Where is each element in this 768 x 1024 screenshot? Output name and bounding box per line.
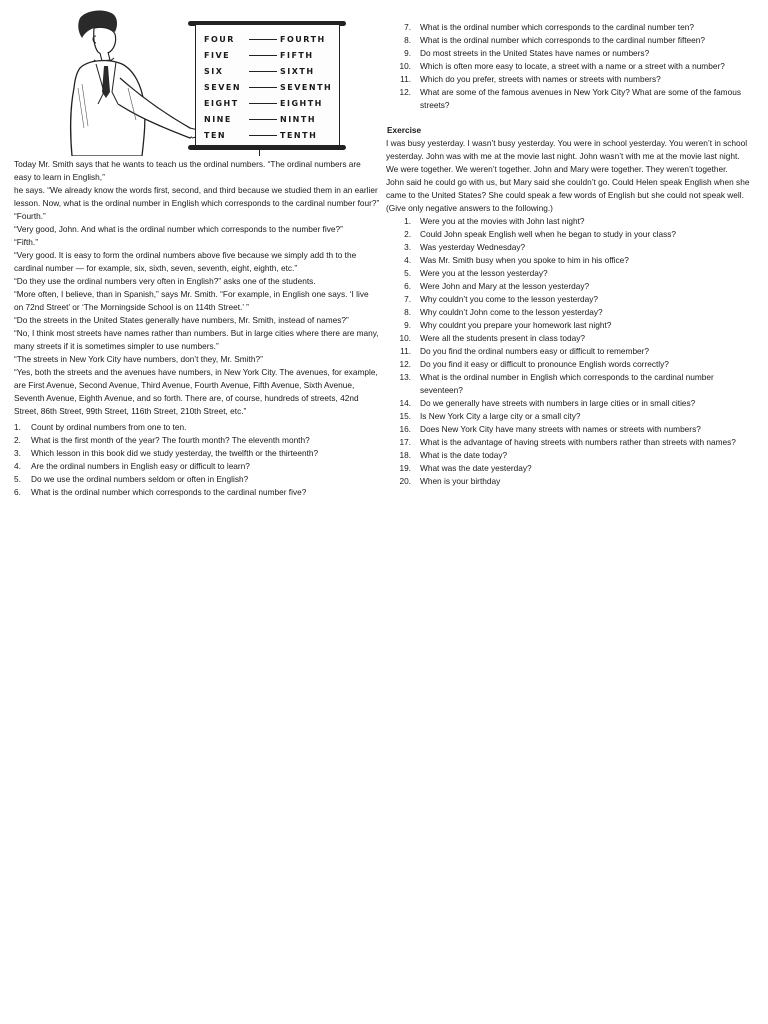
chart-cardinal: FOUR (204, 35, 235, 44)
list-item (386, 228, 750, 241)
question-number: 5. (14, 474, 21, 484)
question-text: What is the date today? (420, 450, 508, 460)
chart-ordinal: FIFTH (280, 51, 314, 60)
chart-cardinal: SEVEN (204, 83, 242, 92)
question-text: Which lesson in this book did we study yesterday, the twelfth or the thirteenth? (31, 448, 319, 458)
ordinal-chart-board (195, 24, 340, 148)
list-item (386, 410, 750, 423)
question-text: Do you find it easy or difficult to pronounce English words correctly? (420, 359, 669, 369)
question-number: 11. (400, 346, 411, 356)
right-column (386, 21, 750, 488)
question-text: Was Mr. Smith busy when you spoke to him in his office? (420, 255, 629, 265)
question-text: What is the ordinal number which corresponds to the cardinal number ten? (420, 22, 694, 32)
list-item (386, 436, 750, 449)
question-number: 13. (399, 372, 411, 382)
chart-row (204, 97, 334, 109)
list-item (386, 34, 750, 47)
exercise-instruction: (Give only negative answers to the following.) (386, 203, 553, 213)
question-number: 9. (404, 320, 411, 330)
question-text: Were John and Mary at the lesson yesterday? (420, 281, 590, 291)
chart-cardinal: NINE (204, 115, 232, 124)
question-number: 17. (399, 437, 411, 447)
question-text: What is the ordinal number which corresponds to the cardinal number fifteen? (420, 35, 706, 45)
list-item (386, 449, 750, 462)
chart-row (204, 65, 334, 77)
chart-dash (249, 39, 277, 40)
question-text: Count by ordinal numbers from one to ten. (31, 422, 187, 432)
illustration-teacher-chart (58, 8, 364, 156)
question-text: When is your birthday (420, 476, 501, 486)
list-item (14, 447, 380, 460)
question-text: Were you at the lesson yesterday? (420, 268, 548, 278)
chart-row (204, 33, 334, 45)
chart-cardinal: SIX (204, 67, 224, 76)
chart-row (204, 113, 334, 125)
chart-bottom-roller (188, 145, 346, 150)
question-text: Why couldn’t you come to the lesson yesterday? (420, 294, 599, 304)
question-number: 8. (404, 307, 411, 317)
list-item (386, 397, 750, 410)
chart-pull-cord (259, 149, 260, 156)
question-number: 2. (404, 229, 411, 239)
chart-row (204, 129, 334, 141)
question-number: 14. (399, 398, 411, 408)
question-number: 3. (404, 242, 411, 252)
chart-ordinal: EIGHTH (280, 99, 323, 108)
question-list (14, 421, 380, 499)
question-text: Are the ordinal numbers in English easy or difficult to learn? (31, 461, 250, 471)
list-item (386, 306, 750, 319)
list-item (386, 267, 750, 280)
chart-ordinal: SIXTH (280, 67, 315, 76)
question-text: Do we use the ordinal numbers seldom or often in English? (31, 474, 249, 484)
question-list (386, 21, 750, 112)
lesson-paragraph: “Do the streets in the United States generally have numbers, Mr. Smith, instead of names?” (14, 315, 349, 325)
exercise-paragraph: I was busy yesterday. I wasn’t busy yesterday. You were in school yesterday. You weren’t in school yesterday. John was with me at the movie last night. John wasn’t with me at the movie last night. We were together. We weren’t together. John and Mary were together. They weren’t together. (386, 138, 748, 174)
question-number: 10. (399, 61, 411, 71)
question-text: Was yesterday Wednesday? (420, 242, 526, 252)
chart-dash (249, 135, 277, 136)
question-text: Do you find the ordinal numbers easy or difficult to remember? (420, 346, 650, 356)
question-text: What was the date yesterday? (420, 463, 532, 473)
question-number: 7. (404, 22, 411, 32)
question-text: What is the ordinal number which corresponds to the cardinal number five? (31, 487, 307, 497)
chart-dash (249, 71, 277, 72)
list-item (386, 241, 750, 254)
question-number: 6. (404, 281, 411, 291)
lesson-paragraph: “Fourth.” (14, 211, 46, 221)
list-item (14, 434, 380, 447)
question-text: What is the ordinal number in English which corresponds to the cardinal number seventeen? (420, 372, 714, 395)
question-number: 20. (399, 476, 411, 486)
question-text: What is the advantage of having streets with numbers rather than streets with names? (420, 437, 736, 447)
list-item (14, 473, 380, 486)
lesson-paragraph: “Very good, John. And what is the ordinal number which corresponds to the number five?” (14, 224, 343, 234)
question-number: 7. (404, 294, 411, 304)
lesson-paragraph: “Very good. It is easy to form the ordinal numbers above five because we simply add th to the cardinal number — for example, six, sixth, seven, seventh, eight, eighth, etc.” (14, 250, 357, 273)
list-item (386, 280, 750, 293)
lesson-paragraph: he says. “We already know the words first, second, and third because we studied them in an earlier lesson. Now, what is the ordinal number in English which corresponds to the cardinal number four?” (14, 185, 380, 208)
lesson-paragraph: “The streets in New York City have numbers, don’t they, Mr. Smith?” (14, 354, 263, 364)
question-number: 12. (399, 359, 411, 369)
list-item (386, 86, 750, 112)
list-item (14, 421, 380, 434)
list-item (386, 371, 750, 397)
chart-ordinal: NINTH (280, 115, 317, 124)
list-item (386, 293, 750, 306)
list-item (386, 60, 750, 73)
list-item (386, 254, 750, 267)
chart-dash (249, 103, 277, 104)
list-item (386, 358, 750, 371)
question-number: 15. (399, 411, 411, 421)
question-text: Why couldnt you prepare your homework last night? (420, 320, 612, 330)
question-text: Do we generally have streets with numbers in large cities or in small cities? (420, 398, 696, 408)
question-number: 5. (404, 268, 411, 278)
question-text: Why couldn’t John come to the lesson yesterday? (420, 307, 603, 317)
exercise-heading: Exercise (387, 125, 422, 135)
question-number: 1. (404, 216, 411, 226)
chart-ordinal: TENTH (280, 131, 318, 140)
question-text: Which do you prefer, streets with names or streets with numbers? (420, 74, 661, 84)
question-number: 6. (14, 487, 21, 497)
list-item (386, 47, 750, 60)
question-text: Does New York City have many streets with names or streets with numbers? (420, 424, 701, 434)
list-item (14, 486, 380, 499)
list-item (14, 460, 380, 473)
list-item (386, 215, 750, 228)
question-number: 2. (14, 435, 21, 445)
list-item (386, 319, 750, 332)
question-number: 10. (399, 333, 411, 343)
chart-ordinal: FOURTH (280, 35, 326, 44)
lesson-paragraph: Today Mr. Smith says that he wants to teach us the ordinal numbers. “The ordinal numbers are easy to learn in English,” (14, 159, 361, 182)
list-item (386, 345, 750, 358)
question-number: 4. (404, 255, 411, 265)
list-item (386, 475, 750, 488)
exercise-text (386, 137, 750, 215)
exercise-question-list (386, 215, 750, 488)
chart-dash (249, 87, 277, 88)
question-number: 4. (14, 461, 21, 471)
chart-row (204, 49, 334, 61)
chart-dash (249, 55, 277, 56)
question-number: 8. (404, 35, 411, 45)
question-text: Were all the students present in class today? (420, 333, 585, 343)
question-number: 12. (399, 87, 411, 97)
chart-cardinal: TEN (204, 131, 227, 140)
chart-cardinal: FIVE (204, 51, 231, 60)
chart-cardinal: EIGHT (204, 99, 239, 108)
question-number: 3. (14, 448, 21, 458)
question-number: 1. (14, 422, 21, 432)
question-text: Is New York City a large city or a small city? (420, 411, 581, 421)
list-item (386, 423, 750, 436)
question-text: What are some of the famous avenues in New York City? What are some of the famous streets? (420, 87, 741, 110)
question-number: 19. (399, 463, 411, 473)
lesson-paragraph: “Fifth.” (14, 237, 38, 247)
question-text: Which is often more easy to locate, a street with a name or a street with a number? (420, 61, 725, 71)
question-text: What is the first month of the year? The fourth month? The eleventh month? (31, 435, 310, 445)
chart-row (204, 81, 334, 93)
question-number: 18. (399, 450, 411, 460)
chart-ordinal: SEVENTH (280, 83, 333, 92)
lesson-text (14, 158, 380, 418)
chart-dash (249, 119, 277, 120)
list-item (386, 73, 750, 86)
list-item (386, 21, 750, 34)
lesson-paragraph: “Do they use the ordinal numbers very often in English?” asks one of the students. (14, 276, 316, 286)
question-text: Do most streets in the United States have names or numbers? (420, 48, 650, 58)
lesson-paragraph: “Yes, both the streets and the avenues have numbers, in New York City. The avenues, for example, are First Avenue, Second Avenue, Third Avenue, Fourth Avenue, Fifth Avenue, Sixth Avenue, Seventh Avenue, Eighth Avenue, and so forth. There are, of course, hundreds of streets, 42nd Street, 86th Street, 99th Street, 116th Street, 210th Street, etc.” (14, 367, 378, 416)
question-number: 11. (400, 74, 411, 84)
question-number: 9. (404, 48, 411, 58)
list-item (386, 462, 750, 475)
question-number: 16. (399, 424, 411, 434)
lesson-paragraph: “More often, I believe, than in Spanish,” says Mr. Smith. “For example, in English one says. ‘I live on 72nd Street’ or ‘The Morningside School is on 114th Street.’ ” (14, 289, 369, 312)
question-text: Could John speak English well when he began to study in your class? (420, 229, 676, 239)
question-text: Were you at the movies with John last night? (420, 216, 585, 226)
exercise-paragraph: John said he could go with us, but Mary said she couldn’t go. Could Helen speak English when she came to the United States? She could speak a few words of English but she could not speak well. (386, 177, 750, 200)
lesson-paragraph: “No, I think most streets have names rather than numbers. But in large cities where there are many, many streets if it is sometimes simpler to use numbers.” (14, 328, 379, 351)
left-column (14, 158, 380, 499)
list-item (386, 332, 750, 345)
